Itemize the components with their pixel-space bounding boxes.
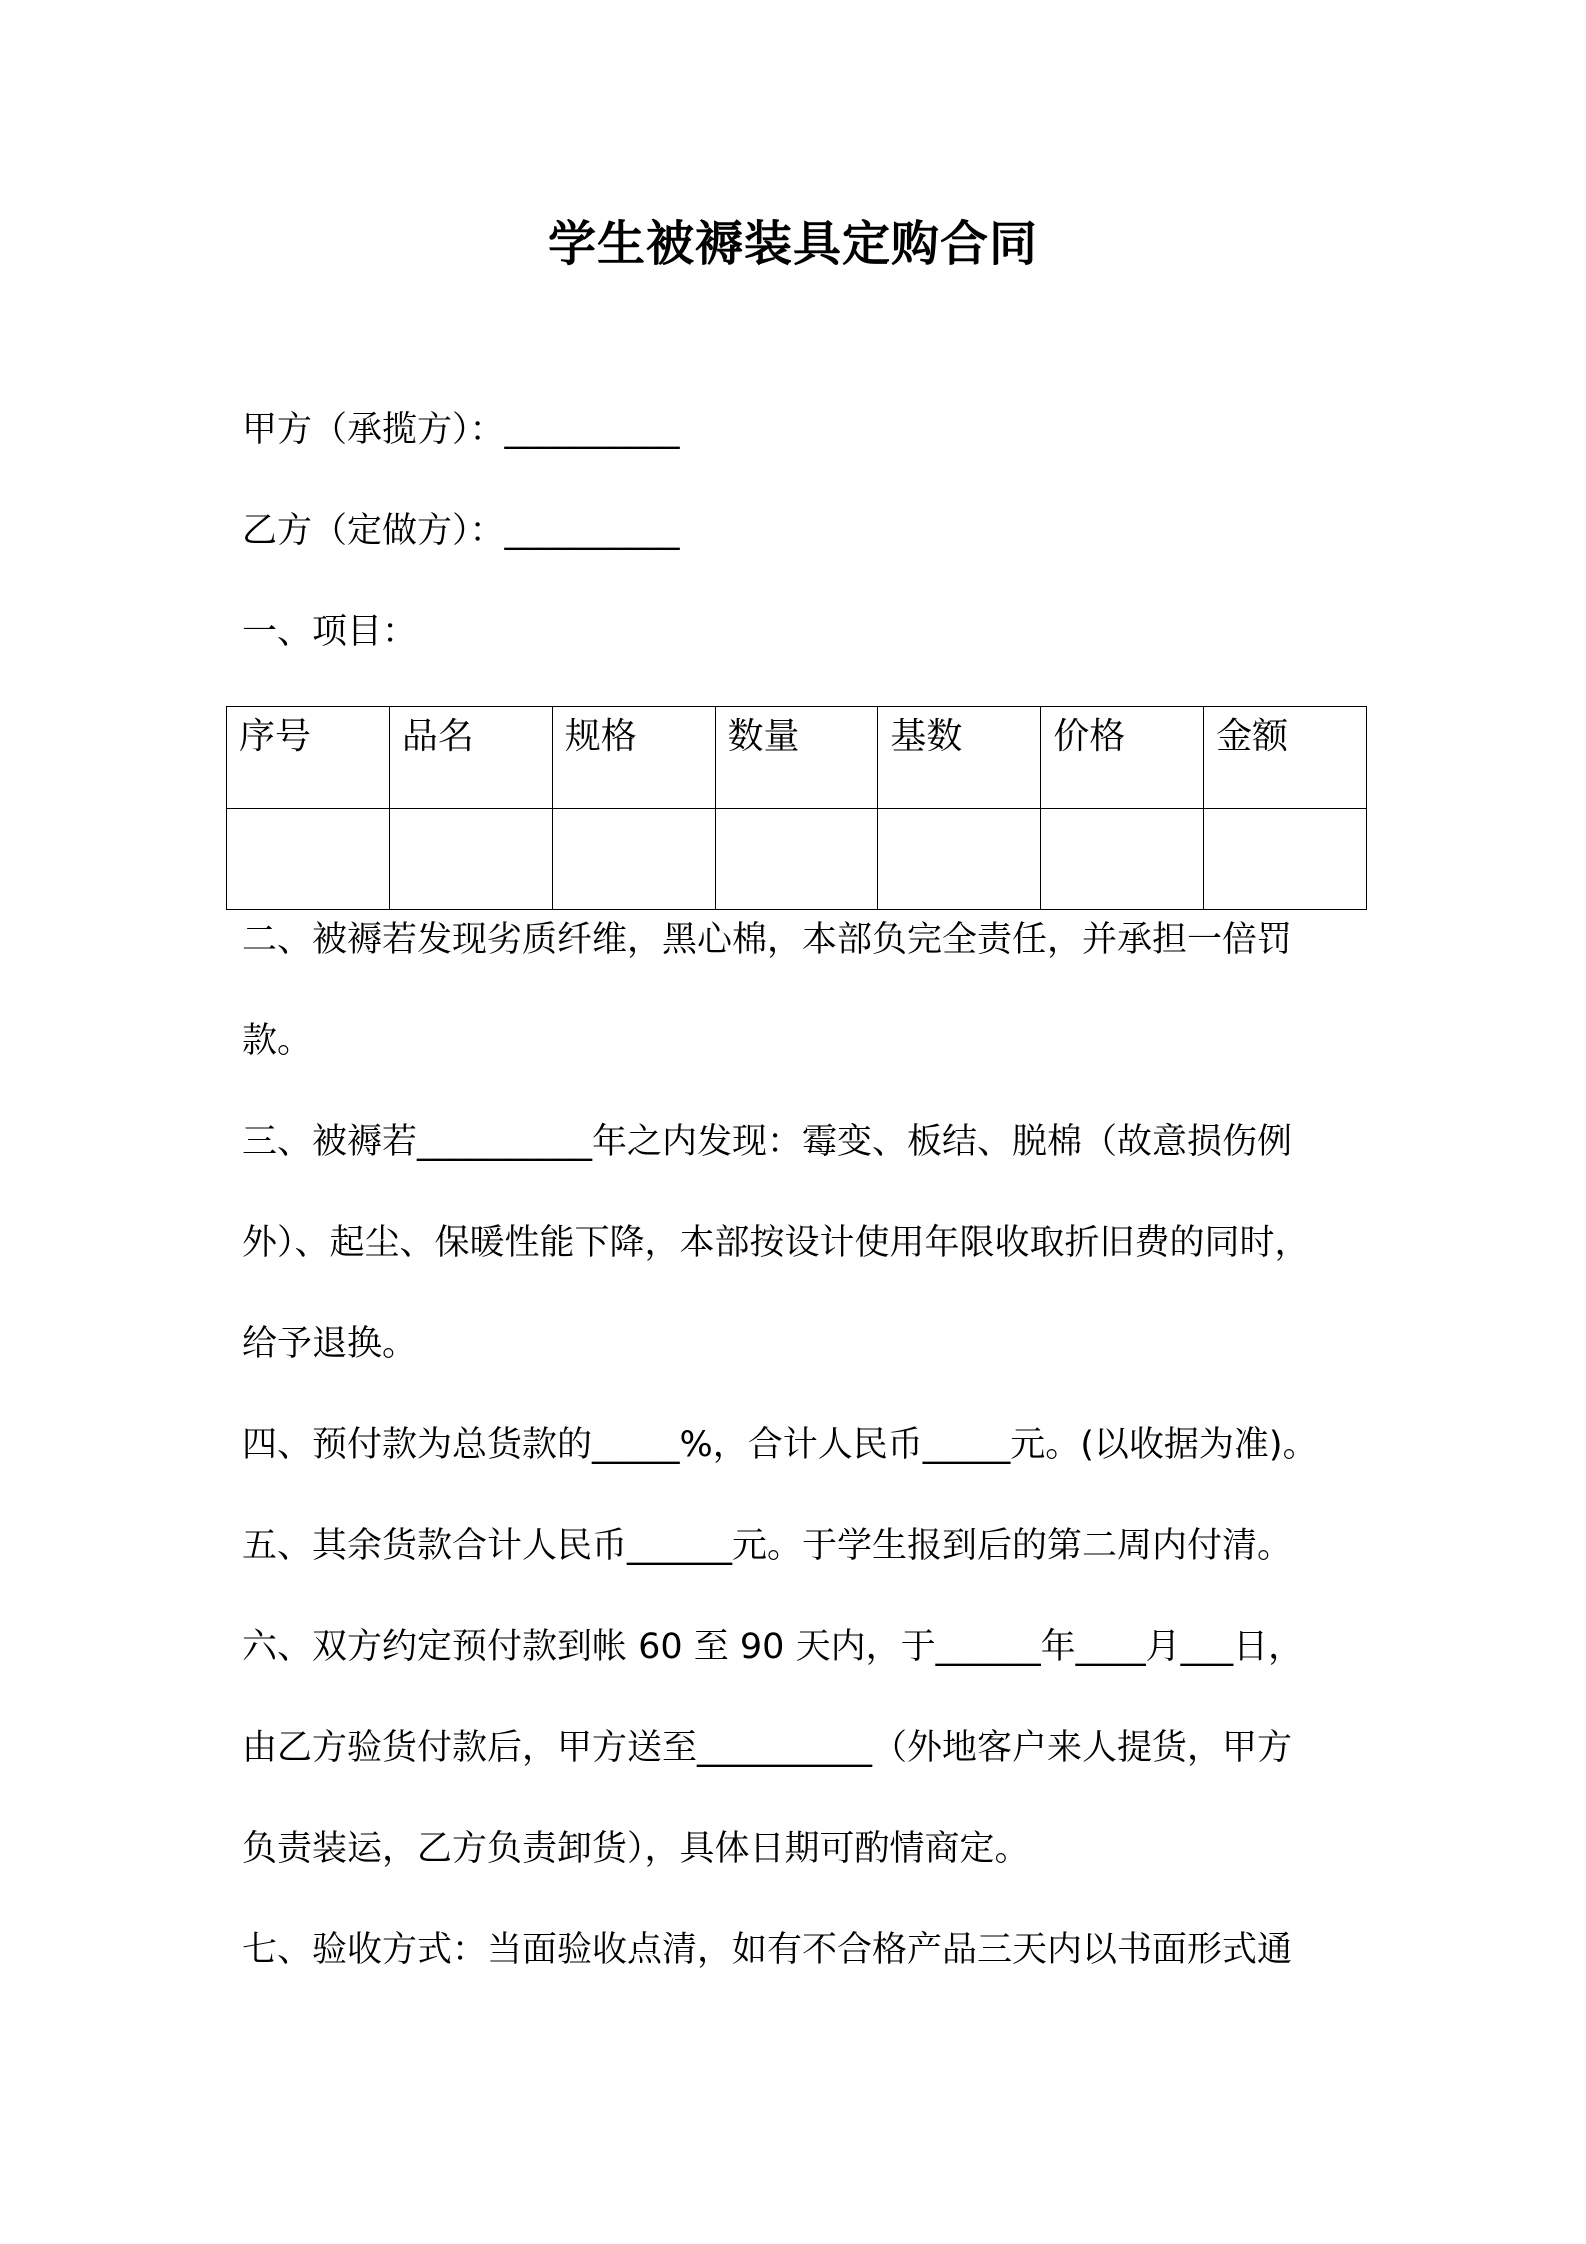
- column-header: 价格: [1041, 707, 1204, 809]
- table-header-row: [227, 707, 1367, 809]
- clause-6-line-3: 负责装运，乙方负责卸货），具体日期可酌情商定。: [242, 1829, 1030, 1869]
- section-1-heading: 一、项目：: [242, 612, 418, 652]
- clause-3-line-2: 外）、起尘、保暖性能下降，本部按设计使用年限收取折旧费的同时，: [242, 1223, 1310, 1263]
- party-a-line: 甲方（承揽方）：__________: [242, 410, 680, 450]
- clause-5-line-1: 五、其余货款合计人民币______元。于学生报到后的第二周内付清。: [242, 1526, 1293, 1566]
- items-table: [226, 706, 1367, 910]
- clause-6-line-2: 由乙方验货付款后，甲方送至__________（外地客户来人提货，甲方: [242, 1728, 1293, 1768]
- clause-6-line-1: 六、双方约定预付款到帐 60 至 90 天内，于______年____月___日，: [242, 1627, 1304, 1667]
- column-header: 金额: [1204, 707, 1367, 809]
- table-cell: [389, 808, 552, 910]
- table-row: [227, 808, 1367, 910]
- table-cell: [878, 808, 1041, 910]
- clause-3-line-3: 给予退换。: [242, 1324, 418, 1364]
- column-header: 数量: [715, 707, 878, 809]
- clause-7-line-1: 七、验收方式：当面验收点清，如有不合格产品三天内以书面形式通: [242, 1930, 1293, 1970]
- table-cell: [1204, 808, 1367, 910]
- column-header: 规格: [552, 707, 715, 809]
- clause-2-line-1: 二、被褥若发现劣质纤维，黑心棉，本部负完全责任，并承担一倍罚: [242, 920, 1293, 960]
- page-title: 学生被褥装具定购合同: [547, 216, 1038, 272]
- column-header: 序号: [227, 707, 390, 809]
- table-cell: [227, 808, 390, 910]
- table-cell: [715, 808, 878, 910]
- table-cell: [552, 808, 715, 910]
- column-header: 基数: [878, 707, 1041, 809]
- clause-4-line-1: 四、预付款为总货款的_____%，合计人民币_____元。(以收据为准)。: [242, 1425, 1318, 1465]
- column-header: 品名: [389, 707, 552, 809]
- clause-3-line-1: 三、被褥若__________年之内发现：霉变、板结、脱棉（故意损伤例: [242, 1122, 1293, 1162]
- table-cell: [1041, 808, 1204, 910]
- party-b-line: 乙方（定做方）：__________: [242, 511, 680, 551]
- clause-2-line-2: 款。: [242, 1021, 313, 1061]
